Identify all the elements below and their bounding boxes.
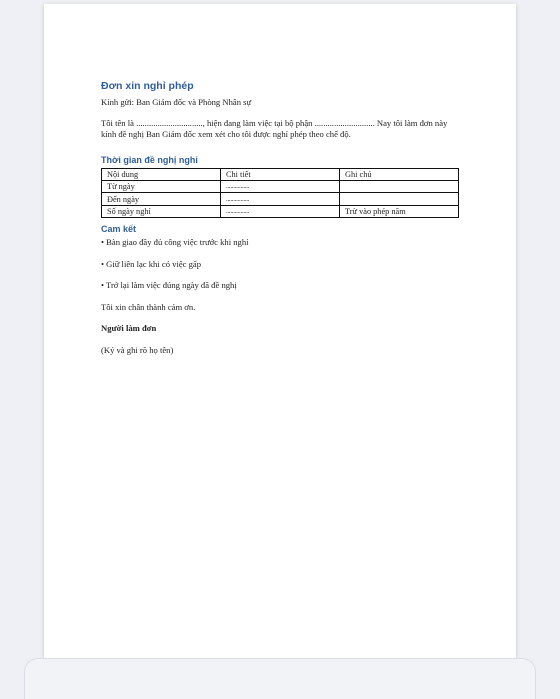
table-header-cell: Chi tiết [221,169,340,181]
table-row [102,193,459,205]
table-row [102,205,459,217]
table-cell: ................ [221,181,340,193]
section-heading-commit: Cam kết [101,223,137,234]
table-header-cell: Ghi chú [340,169,459,181]
table-cell: ................ [221,193,340,205]
table-cell [340,193,459,205]
table-cell: Trừ vào phép năm [340,205,459,217]
document-title: Đơn xin nghỉ phép [101,80,194,92]
table-cell: Từ ngày [102,181,221,193]
document-content [101,79,459,357]
commitment-item: • Bàn giao đầy đủ công việc trước khi nghỉ [101,236,249,247]
table-header-row [102,169,459,181]
signer-note: (Ký và ghi rõ họ tên) [101,344,174,355]
table-cell [340,181,459,193]
commitment-item: • Trở lại làm việc đúng ngày đã đề nghị [101,280,237,291]
table-row [102,181,459,193]
thanks-line: Tôi xin chân thành cảm ơn. [101,301,196,312]
table-cell: Đến ngày [102,193,221,205]
section-heading-time: Thời gian đề nghị nghỉ [101,154,198,165]
leave-table [101,168,459,218]
table-header-cell: Nội dung [102,169,221,181]
intro-paragraph: Tôi tên là ..............................., hiện đang làm việc tại bộ phận ............................ Nay tôi làm đơn này kính đề nghị Ban Giám đốc xem xét cho tôi được nghỉ phép theo chế độ. [101,117,448,140]
signer-label: Người làm đơn [101,323,157,334]
viewer-bottom-panel [24,658,536,699]
salutation: Kính gửi: Ban Giám đốc và Phòng Nhân sự [101,97,252,108]
table-cell: ................ [221,205,340,217]
table-cell: Số ngày nghỉ [102,205,221,217]
commitment-item: • Giữ liên lạc khi có việc gấp [101,258,202,269]
document-page [44,4,516,669]
